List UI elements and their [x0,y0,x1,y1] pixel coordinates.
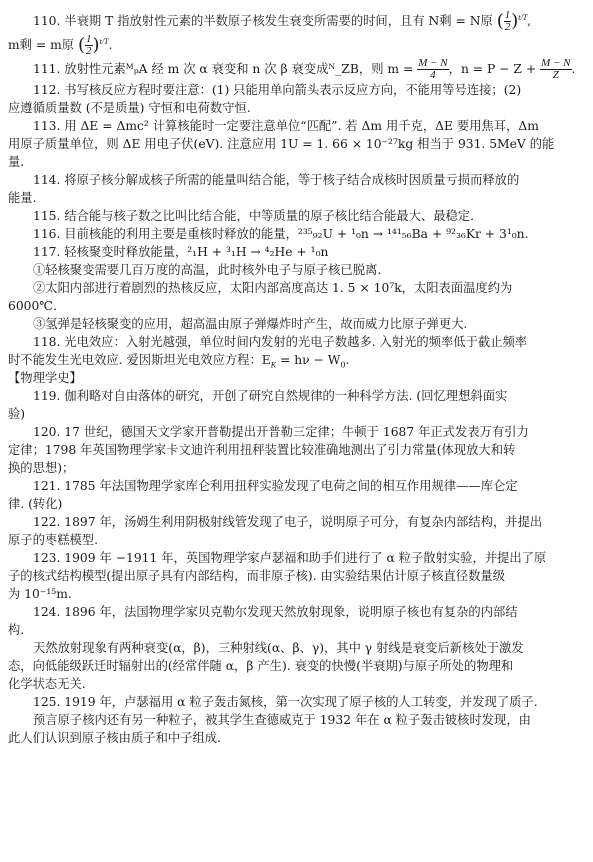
item-124-line-1: 124. 1896 年，法国物理学家贝克勒尔发现天然放射现象，说明原子核也有复杂的内部结 [33,605,518,619]
section-heading-physics-history: 【物理学史】 [8,371,82,385]
item-124-line-4: 态，向低能级跃迁时辐射出的(经常伴随 α，β 产生). 衰变的快慢(半衰期)与原子所处的物理和 [8,659,514,673]
paren-close: ) [92,34,100,56]
subscript-0: 0 [340,360,346,369]
item-111: 111. 放射性元素ᴹₚA 经 m 次 α 衰变和 n 次 β 衰变成ᴺ_ZB，则 m = $\frac{M - N}{4}$ ，n = P − Z + $\frac{M - N}{Z}$ . [33,57,576,81]
item-125-line-3: 此人们认识到原子核由质子和中子组成. [8,731,221,745]
item-124-line-2: 构. [8,623,25,637]
item-120-line-1: 120. 17 世纪，德国天文学家开普勒提出开普勒三定律；牛顿于 1687 年正式发表万有引力 [33,425,529,439]
item-119-line-2: 验) [8,407,26,421]
item-121-line-2: 律. (转化) [8,497,63,511]
nuclide-a: ᴹₚA [125,62,148,76]
fraction-half [85,34,93,57]
item-117-point-3: ③氢弹是轻核聚变的应用，超高温由原子弹爆炸时产生，故而威力比原子弹更大. [33,317,468,331]
item-112-line-2: 应遵循质量数 (不是质量) 守恒和电荷数守恒. [8,101,251,115]
exponent-t-over-T: t/T [518,12,528,22]
text-118b: 时不能发生光电效应. 爱因斯坦光电效应方程：E [8,353,271,367]
subscript-k: K [270,360,277,369]
item-123-line-2: 子的核式结构模型(提出原子具有内部结构，而非原子核). 由实验结果估计原子核直径数量级 [8,569,505,583]
item-117-point-2-line-1: ②太阳内部进行着剧烈的热核反应，太阳内部高度高达 1. 5 × 10⁷k，太阳表面温度约为 [33,281,513,295]
item-122-line-1: 122. 1897 年，汤姆生利用阴极射线管发现了电子，说明原子可分，有复杂内部结构，并提出 [33,515,543,529]
item-121-line-1: 121. 1785 年法国物理学家库仑利用扭秤实验发现了电荷之间的相互作用规律——库仑定 [33,479,518,493]
item-113-line-1: 113. 用 ΔE = Δmc² 计算核能时一定要注意单位“匹配”. 若 Δm 用千克，ΔE 要用焦耳，Δm [33,119,539,133]
item-125-line-2: 预言原子核内还有另一种粒子，被其学生查德威克于 1932 年在 α 粒子轰击铍核时发现，由 [33,713,531,727]
item-114-line-2: 能量. [8,191,37,205]
fraction-numerator: M − N [541,57,571,69]
item-113-line-2: 用原子质量单位，则 ΔE 用电子伏(eV). 注意应用 1U = 1. 66 × 10⁻²⁷kg 相当于 931. 5MeV 的能 [8,137,555,151]
item-110-line-1: 110. 半衰期 T 指放射性元素的半数原子核发生衰变所需要的时间，且有 N剩 = N原 ( $\frac{1}{2}$ )$^{t/T}$, [33,9,532,33]
item-112-line-1: 112. 书写核反应方程时要注意：(1) 只能用单向箭头表示反应方向，不能用等号连接；(2) [33,83,522,97]
item-117-point-1: ①轻核聚变需要几百万度的高温，此时核外电子与原子核已脱离. [33,263,382,277]
item-114-line-1: 114. 将原子核分解成核子所需的能量叫结合能，等于核子结合成核时因质量亏损而释放的 [33,173,520,187]
item-120-line-3: 换的思想)； [8,461,75,475]
fraction-numerator: 1 [504,9,511,21]
item-123-line-3: 为 10⁻¹⁵m. [8,587,72,601]
fraction-m [417,58,448,81]
paren-open: ( [496,10,504,32]
fraction-numerator: M − N [418,57,448,69]
item-118-line-1: 118. 光电效应：入射光越强，单位时间内发射的光电子数越多. 入射光的频率低于截止频率 [33,335,528,349]
text-110b: m剩 = m原 [8,38,75,52]
fraction-denominator: 4 [430,69,436,81]
item-122-line-2: 原子的枣糕模型. [8,533,98,547]
item-117: 117. 轻核聚变时释放能量，²₁H + ³₁H → ⁴₂He + ¹₀n [33,245,329,259]
item-116: 116. 目前核能的利用主要是重核时释放的能量，²³⁵₉₂U + ¹₀n → ¹⁴¹₅₆Ba + ⁹²₃₆Kr + 3¹₀n. [33,227,529,241]
item-110-line-2: m剩 = m原 ( $\frac{1}{2}$ )$^{t/T}$. [8,33,113,57]
text-110a: 110. 半衰期 T 指放射性元素的半数原子核发生衰变所需要的时间，且有 N剩 = N原 [33,14,493,28]
fraction-numerator: 1 [86,33,92,45]
item-119-line-1: 119. 伽利略对自由落体的研究，开创了研究自然规律的一种科学方法. (回忆理想斜面实 [33,389,508,403]
fraction-denominator: Z [552,69,559,81]
fraction-n [540,58,571,81]
item-120-line-2: 定律；1798 年英国物理学家卡文迪许利用扭秤装置比较准确地测出了引力常量(体现放大和转 [8,443,516,457]
text-111c: ，则 m = [358,62,414,76]
nuclide-b: ᴺ_ZB [328,62,359,76]
item-115: 115. 结合能与核子数之比叫比结合能，中等质量的原子核比结合能最大、最稳定. [33,209,474,223]
item-123-line-1: 123. 1909 年 −1911 年，英国物理学家卢瑟福和助手们进行了 α 粒子散射实验，并提出了原 [33,551,547,565]
text-111a: 111. 放射性元素 [33,62,126,76]
text-111b: 经 m 次 α 衰变和 n 次 β 衰变成 [151,62,329,76]
fraction-denominator: 2 [86,45,92,57]
fraction-denominator: 2 [504,21,511,33]
paren-close: ) [511,10,519,32]
exponent-t-over-T: t/T [99,36,109,46]
text-118c: = hν − W [280,353,341,367]
item-124-line-3: 天然放射现象有两种衰变(α，β)，三种射线(α、β、γ)，其中 γ 射线是衰变后新核处于激发 [33,641,524,655]
paren-open: ( [77,34,85,56]
item-125-line-1: 125. 1919 年，卢瑟福用 α 粒子轰击氮核，第一次实现了原子核的人工转变，并发现了质子. [33,695,538,709]
item-124-line-5: 化学状态无关. [8,677,86,691]
item-117-point-2-line-2: 6000℃. [8,299,57,313]
item-118-line-2: 时不能发生光电效应. 爱因斯坦光电效应方程：$E_K = h\nu - W_0$. [8,353,350,369]
item-113-line-3: 量. [8,155,25,169]
text-111d: ，n = P − Z + [448,62,537,76]
